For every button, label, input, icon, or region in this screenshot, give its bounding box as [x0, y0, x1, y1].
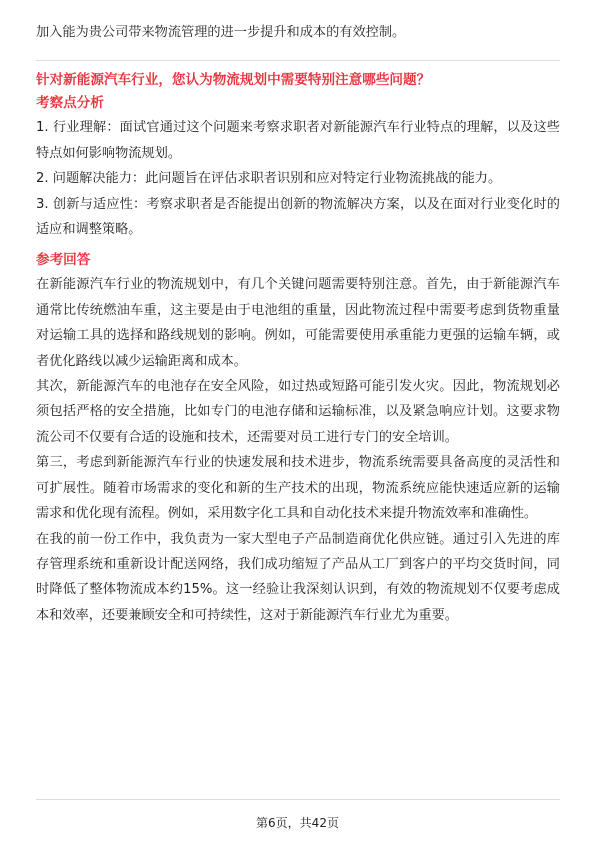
analysis-item: 3. 创新与适应性：考察求职者是否能提出创新的物流解决方案，以及在面对行业变化时的适应和调整策略。	[36, 196, 560, 238]
answer-paragraph: 其次，新能源汽车的电池存在安全风险，如过热或短路可能引发火灾。因此，物流规划必须包括严格的安全措施，比如专门的电池存储和运输标准，以及紧急响应计划。这要求物流公司不仅要有合适的设施和技术，还需要对员工进行专门的安全培训。	[36, 379, 560, 445]
answer-paragraph: 在我的前一份工作中，我负责为一家大型电子产品制造商优化供应链。通过引入先进的库存管理系统和重新设计配送网络，我们成功缩短了产品从工厂到客户的平均交货时间，同时降低了整体物流成本约15%。这一经验让我深刻认识到，有效的物流规划不仅要考虑成本和效率，还要兼顾安全和可持续性，这对于新能源汽车行业尤为重要。	[36, 531, 560, 623]
answer-paragraph: 第三，考虑到新能源汽车行业的快速发展和技术进步，物流系统需要具备高度的灵活性和可扩展性。随着市场需求的变化和新的生产技术的出现，物流系统应能快速适应新的运输需求和优化现有流程。例如，采用数字化工具和自动化技术来提升物流效率和准确性。	[36, 455, 560, 522]
page-number: 第6页，共42页	[256, 816, 339, 830]
answer-section	[36, 249, 560, 628]
analysis-item: 1. 行业理解：面试官通过这个问题来考察求职者对新能源汽车行业特点的理解，以及这些特点如何影响物流规划。	[36, 120, 560, 161]
answer-paragraph: 在新能源汽车行业的物流规划中，有几个关键问题需要特别注意。首先，由于新能源汽车通常比传统燃油车重，这主要是由于电池组的重量，因此物流过程中需要考虑到货物重量对运输工具的选择和路线规划的影响。例如，可能需要使用承重能力更强的运输车辆，或者优化路线以减少运输距离和成本。	[36, 277, 560, 369]
intro-paragraph: 加入能为贵公司带来物流管理的进一步提升和成本的有效控制。	[36, 25, 406, 40]
analysis-heading: 考察点分析	[36, 95, 104, 112]
question-heading: 针对新能源汽车行业，您认为物流规划中需要特别注意哪些问题？	[36, 72, 431, 89]
document-page	[36, 20, 560, 628]
footer-divider	[36, 799, 560, 800]
section-divider	[36, 60, 560, 61]
answer-heading: 参考回答	[36, 252, 91, 269]
analysis-item: 2. 问题解决能力：此问题旨在评估求职者识别和应对特定行业物流挑战的能力。	[36, 171, 502, 187]
analysis-section	[36, 92, 560, 242]
